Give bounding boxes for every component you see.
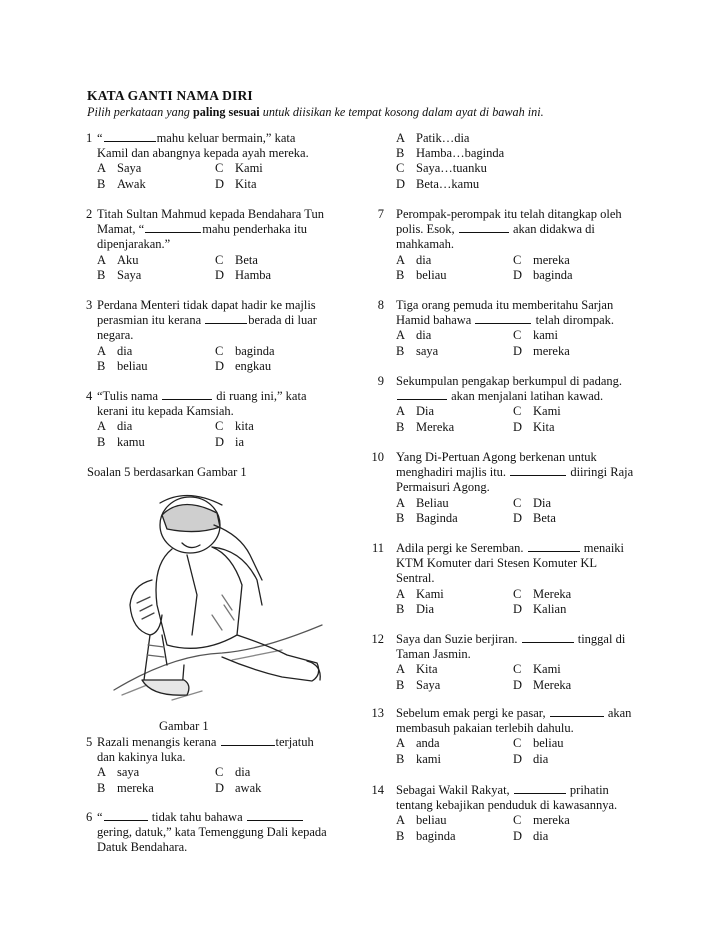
question-line: Sentral. — [396, 571, 435, 586]
answer-option[interactable]: C baginda — [215, 343, 275, 358]
answer-blank — [221, 735, 275, 746]
answer-option[interactable]: C Kami — [513, 404, 561, 419]
question-text — [377, 374, 646, 404]
question-text — [87, 389, 357, 419]
answer-option[interactable]: D baginda — [513, 267, 573, 282]
answer-blank — [397, 389, 447, 400]
answer-option[interactable]: B Hamba…baginda — [396, 146, 505, 161]
answer-blank — [145, 222, 201, 233]
answer-option[interactable]: A dia — [97, 419, 133, 434]
question-line: gering, datuk,” kata Temenggung Dali kepada — [97, 825, 327, 840]
answer-option[interactable]: C Saya…tuanku — [396, 161, 487, 176]
question-text — [87, 735, 357, 765]
question-line: Sekumpulan pengakap berkumpul di padang. — [396, 374, 622, 388]
question-line: Mamat, “ mahu penderhaka itu — [97, 222, 308, 237]
question-11 — [371, 541, 646, 617]
answer-options — [87, 419, 357, 449]
question-text — [87, 207, 357, 253]
question-5 — [87, 735, 357, 796]
question-number: 4 — [86, 389, 93, 403]
answer-options — [87, 344, 357, 374]
answer-option[interactable]: B mereka — [97, 780, 154, 795]
answer-option[interactable]: D Kita — [215, 176, 257, 191]
question-text — [377, 298, 646, 328]
question-number: 3 — [86, 298, 93, 312]
question-number: 14 — [371, 783, 384, 797]
answer-blank — [162, 389, 212, 400]
answer-blank — [104, 131, 156, 142]
question-text — [377, 207, 646, 253]
answer-option[interactable]: A dia — [396, 252, 432, 267]
answer-option[interactable]: B Mereka — [396, 419, 455, 434]
answer-option[interactable]: A Aku — [97, 252, 139, 267]
question-line: dan kakinya luka. — [97, 750, 186, 765]
question-text — [87, 131, 357, 161]
answer-option[interactable]: A dia — [97, 343, 133, 358]
instruction: Pilih perkataan yang paling sesuai untuk diisikan ke tempat kosong dalam ayat di bawah ini. — [87, 105, 544, 119]
question-6 — [87, 810, 357, 856]
answer-option[interactable]: A Kami — [396, 586, 444, 601]
answer-option[interactable]: D Kita — [513, 419, 555, 434]
answer-option[interactable]: A anda — [396, 736, 440, 751]
question-3 — [87, 298, 357, 374]
question-10 — [371, 450, 646, 526]
question-line: Perompak-perompak itu telah ditangkap oleh — [396, 207, 622, 221]
question-12 — [371, 632, 646, 693]
question-line: Taman Jasmin. — [396, 647, 471, 662]
answer-options — [386, 496, 646, 526]
answer-option[interactable]: B Dia — [396, 601, 435, 616]
question-number: 5 — [86, 735, 93, 749]
question-line: KTM Komuter dari Stesen Komuter KL — [396, 556, 598, 571]
answer-options — [87, 253, 357, 283]
answer-option[interactable]: C kita — [215, 419, 254, 434]
answer-option[interactable]: C Mereka — [513, 586, 572, 601]
question-line: perasmian itu kerana berada di luar — [97, 313, 317, 328]
answer-option[interactable]: B Saya — [396, 677, 441, 692]
question-number: 12 — [371, 632, 384, 646]
answer-option[interactable]: B saya — [396, 343, 439, 358]
answer-option[interactable]: A Kita — [396, 662, 438, 677]
question-text — [371, 783, 646, 813]
answer-option[interactable]: D Beta…kamu — [396, 176, 480, 191]
answer-options — [386, 253, 646, 283]
question-9 — [377, 374, 646, 435]
question-line: Perdana Menteri tidak dapat hadir ke majlis — [97, 298, 316, 312]
answer-option[interactable]: D Kalian — [513, 601, 567, 616]
answer-option[interactable]: C Dia — [513, 495, 552, 510]
answer-option[interactable]: B beliau — [97, 358, 148, 373]
question-13 — [371, 706, 646, 767]
answer-option[interactable]: C dia — [215, 765, 251, 780]
question-line: Titah Sultan Mahmud kepada Bendahara Tun — [97, 207, 324, 221]
question-line: Permaisuri Agong. — [396, 480, 490, 495]
answer-option[interactable]: B beliau — [396, 267, 447, 282]
question-1 — [87, 131, 357, 192]
answer-option[interactable]: D ia — [215, 434, 245, 449]
answer-option[interactable]: B Baginda — [396, 510, 458, 525]
question-8 — [377, 298, 646, 359]
gambar-1-illustration — [112, 485, 327, 720]
answer-option[interactable]: A Patik…dia — [396, 131, 470, 145]
question-line: kerani itu kepada Kamsiah. — [97, 404, 234, 419]
answer-blank — [459, 222, 509, 233]
question-line: “Tulis nama di ruang ini,” kata — [97, 389, 307, 403]
answer-option[interactable]: C Kami — [215, 161, 263, 176]
question-line: dipenjarakan.” — [97, 237, 171, 252]
answer-options — [87, 161, 357, 191]
question-line: Saya dan Suzie berjiran. tinggal di — [396, 632, 626, 646]
answer-option[interactable]: C kami — [513, 328, 558, 343]
answer-option[interactable]: B kamu — [97, 434, 145, 449]
answer-option[interactable]: A saya — [97, 765, 140, 780]
question-text — [371, 632, 646, 662]
question-text — [87, 810, 357, 856]
answer-option[interactable]: C Kami — [513, 662, 561, 677]
answer-blank — [205, 313, 247, 324]
figure-caption: Gambar 1 — [159, 719, 209, 733]
soalan-5-note: Soalan 5 berdasarkan Gambar 1 — [87, 465, 247, 479]
question-line: Adila pergi ke Seremban. menaiki — [396, 541, 625, 555]
answer-blank — [522, 632, 574, 643]
question-number: 11 — [371, 541, 384, 555]
question-line: akan menjalani latihan kawad. — [396, 389, 646, 404]
question-number: 7 — [377, 207, 384, 221]
question-line: Sebagai Wakil Rakyat, prihatin — [396, 783, 609, 797]
answer-blank — [475, 313, 531, 324]
answer-option[interactable]: D awak — [215, 780, 262, 795]
question-6-options — [386, 131, 646, 192]
answer-options — [386, 662, 646, 692]
answer-blank — [247, 810, 303, 821]
answer-option[interactable]: B Saya — [97, 267, 142, 282]
question-number: 9 — [377, 374, 384, 388]
answer-option[interactable]: B Awak — [97, 176, 146, 191]
answer-option[interactable]: A beliau — [396, 813, 447, 828]
answer-blank — [104, 810, 148, 821]
question-line: membasuh pakaian terlebih dahulu. — [396, 721, 574, 736]
answer-option[interactable]: C mereka — [513, 252, 570, 267]
question-line: polis. Esok, akan didakwa di — [396, 222, 595, 237]
question-text — [371, 706, 646, 736]
question-text — [371, 450, 646, 496]
question-number: 13 — [371, 706, 384, 720]
answer-option[interactable]: D mereka — [513, 343, 570, 358]
question-line: negara. — [97, 328, 134, 343]
answer-blank — [510, 465, 566, 476]
question-number: 8 — [377, 298, 384, 312]
question-7 — [377, 207, 646, 283]
answer-options — [386, 328, 646, 358]
question-text — [87, 298, 357, 344]
question-line: mahkamah. — [396, 237, 454, 252]
answer-options — [386, 587, 646, 617]
answer-option[interactable]: C Beta — [215, 252, 258, 267]
answer-option[interactable]: D engkau — [215, 358, 272, 373]
question-line: menghadiri majlis itu. diiringi Raja — [396, 465, 634, 480]
worksheet-title: KATA GANTI NAMA DIRI — [87, 88, 253, 103]
question-14 — [371, 783, 646, 844]
answer-option[interactable]: D Hamba — [215, 267, 272, 282]
answer-blank — [550, 706, 604, 717]
answer-option[interactable]: A Saya — [97, 161, 142, 176]
question-number: 6 — [86, 810, 93, 824]
answer-option[interactable]: A Beliau — [396, 495, 449, 510]
question-line: Sebelum emak pergi ke pasar, akan — [396, 706, 632, 720]
answer-options — [87, 765, 357, 795]
question-text — [371, 541, 646, 587]
question-line: “ tidak tahu bahawa — [97, 810, 357, 825]
answer-options — [386, 736, 646, 766]
question-line: Razali menangis kerana terjatuh — [97, 735, 314, 749]
answer-blank — [528, 541, 580, 552]
question-line: Tiga orang pemuda itu memberitahu Sarjan — [396, 298, 614, 312]
question-line: Yang Di-Pertuan Agong berkenan untuk — [396, 450, 597, 464]
answer-options — [386, 404, 646, 434]
question-2 — [87, 207, 357, 283]
answer-option[interactable]: C beliau — [513, 736, 564, 751]
answer-option[interactable]: D Mereka — [513, 677, 572, 692]
answer-option[interactable]: B baginda — [396, 828, 456, 843]
question-line: tentang kebajikan penduduk di kawasannya. — [396, 798, 618, 813]
answer-options — [386, 813, 646, 843]
answer-option[interactable]: B kami — [396, 751, 441, 766]
question-number: 10 — [371, 450, 384, 464]
answer-option[interactable]: D Beta — [513, 510, 556, 525]
answer-option[interactable]: D dia — [513, 751, 549, 766]
answer-option[interactable]: C mereka — [513, 813, 570, 828]
question-number: 2 — [86, 207, 93, 221]
question-line: Hamid bahawa telah dirompak. — [396, 313, 615, 328]
answer-option[interactable]: D dia — [513, 828, 549, 843]
answer-option[interactable]: A dia — [396, 328, 432, 343]
question-line: Kamil dan abangnya kepada ayah mereka. — [97, 146, 309, 161]
question-number: 1 — [86, 131, 93, 145]
answer-option[interactable]: A Dia — [396, 404, 435, 419]
question-line: “ mahu keluar bermain,” kata — [97, 131, 296, 145]
answer-blank — [514, 783, 566, 794]
question-4 — [87, 389, 357, 450]
question-line: Datuk Bendahara. — [97, 840, 188, 855]
